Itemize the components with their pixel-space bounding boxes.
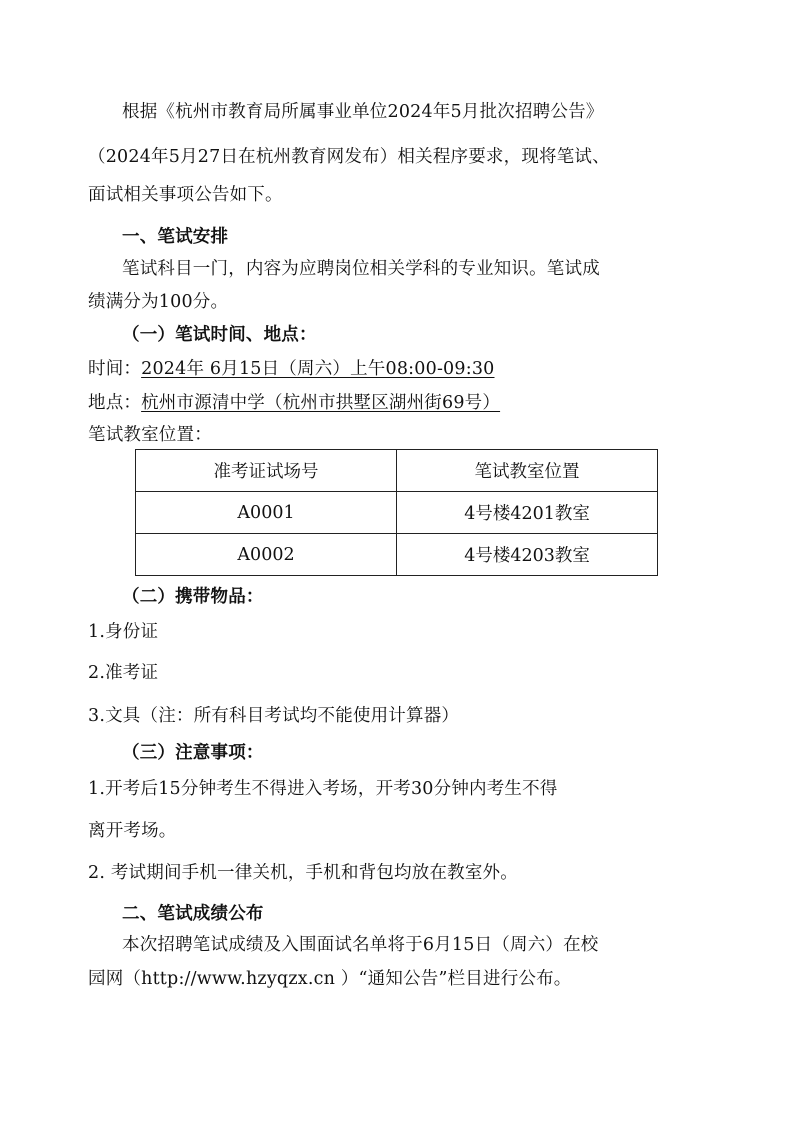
table-cell: A0001 (136, 492, 397, 534)
table-header-ticket: 准考证试场号 (136, 450, 397, 492)
notice-item-2: 2. 考试期间手机一律关机，手机和背包均放在教室外。 (88, 863, 518, 883)
classroom-table (135, 449, 658, 576)
list-item: 2.准考证 (88, 663, 159, 683)
exam-place-line (88, 390, 718, 416)
table-header-row (136, 450, 658, 492)
table-row (136, 534, 658, 576)
section-1-heading: 一、笔试安排 (122, 227, 229, 247)
subsection-2-heading: （二）携带物品： (122, 587, 264, 607)
exam-time-value: 2024年 6月15日（周六）上午08:00-09:30 (141, 359, 495, 379)
classroom-location-label: 笔试教室位置： (88, 425, 212, 445)
table-row (136, 492, 658, 534)
section-1-paragraph-line-1: 笔试科目一门，内容为应聘岗位相关学科的专业知识。笔试成 (122, 259, 600, 279)
intro-line-2: （2024年5月27日在杭州教育网发布）相关程序要求，现将笔试、 (88, 147, 610, 167)
table-cell: A0002 (136, 534, 397, 576)
subsection-3-heading: （三）注意事项： (122, 743, 264, 763)
section-1-paragraph-line-2: 绩满分为100分。 (88, 292, 229, 312)
exam-time-line (88, 356, 718, 382)
notice-item-1-line-2: 离开考场。 (88, 821, 177, 841)
exam-place-value: 杭州市源清中学（杭州市拱墅区湖州街69号） (141, 393, 501, 413)
exam-time-label: 时间： (88, 359, 142, 379)
intro-line-1: 根据《杭州市教育局所属事业单位2024年5月批次招聘公告》 (122, 102, 604, 122)
section-2-heading: 二、笔试成绩公布 (122, 904, 264, 924)
list-item: 3.文具（注：所有科目考试均不能使用计算器） (88, 706, 460, 726)
table-header-room: 笔试教室位置 (397, 450, 658, 492)
notice-item-1-line-1: 1.开考后15分钟考生不得进入考场，开考30分钟内考生不得 (88, 779, 558, 799)
section-2-paragraph-line-2: 园网（http://www.hzyqzx.cn ）“通知公告”栏目进行公布。 (88, 969, 572, 989)
section-2-paragraph-line-1: 本次招聘笔试成绩及入围面试名单将于6月15日（周六）在校 (122, 935, 599, 955)
subsection-1-heading: （一）笔试时间、地点： (122, 325, 317, 345)
table-cell: 4号楼4203教室 (397, 534, 658, 576)
list-item: 1.身份证 (88, 622, 159, 642)
table-cell: 4号楼4201教室 (397, 492, 658, 534)
intro-line-3: 面试相关事项公告如下。 (88, 185, 283, 205)
exam-place-label: 地点： (88, 393, 142, 413)
